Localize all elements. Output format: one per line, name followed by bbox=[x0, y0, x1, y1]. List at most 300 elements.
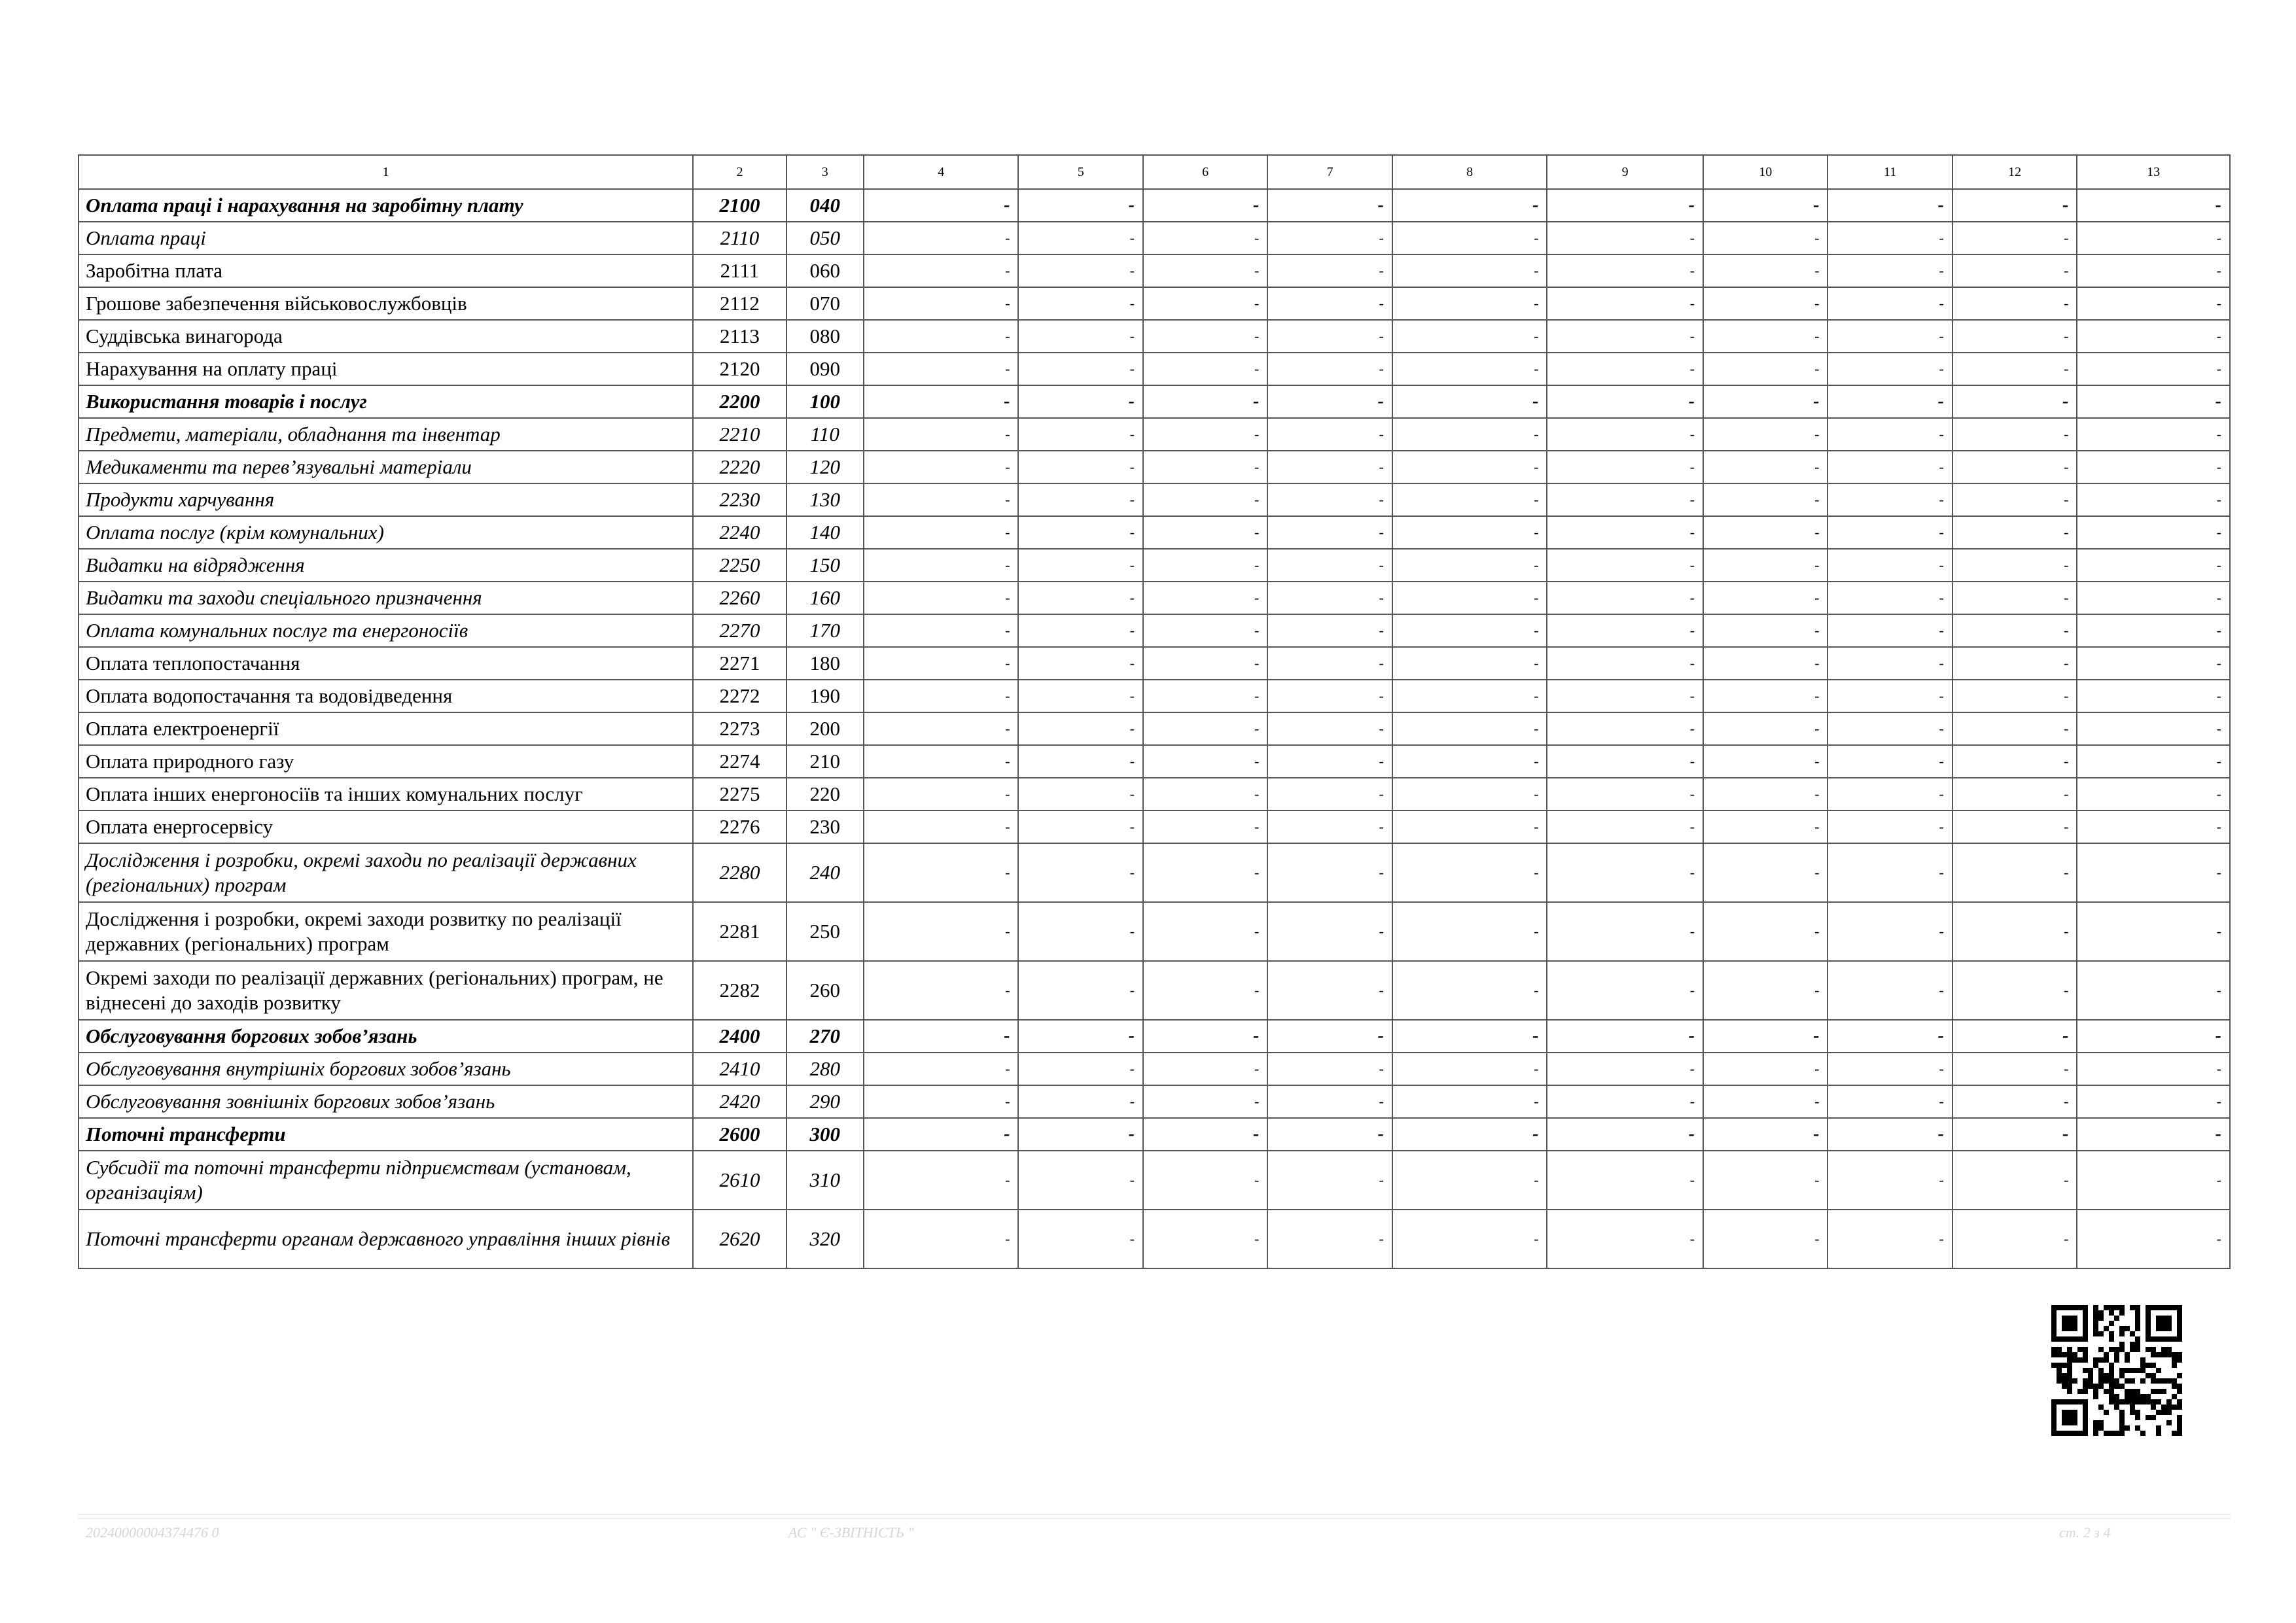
kekv-code: 2410 bbox=[693, 1053, 786, 1085]
value-cell: - bbox=[2077, 287, 2230, 320]
value-cell: - bbox=[1392, 549, 1547, 582]
table-row bbox=[79, 1020, 2230, 1053]
value-cell: - bbox=[1952, 320, 2077, 353]
line-code: 090 bbox=[786, 353, 864, 385]
line-code: 140 bbox=[786, 516, 864, 549]
row-name: Обслуговування внутрішніх боргових зобов’язань bbox=[79, 1053, 693, 1085]
value-cell: - bbox=[1828, 582, 1952, 614]
value-cell: - bbox=[1952, 745, 2077, 778]
value-cell: - bbox=[1703, 647, 1828, 680]
kekv-code: 2600 bbox=[693, 1118, 786, 1151]
value-cell: - bbox=[1267, 1210, 1392, 1268]
value-cell: - bbox=[1143, 843, 1267, 902]
value-cell: - bbox=[1392, 1053, 1547, 1085]
value-cell: - bbox=[1703, 320, 1828, 353]
kekv-code: 2270 bbox=[693, 614, 786, 647]
line-code: 180 bbox=[786, 647, 864, 680]
value-cell: - bbox=[864, 902, 1019, 961]
line-code: 040 bbox=[786, 189, 864, 222]
value-cell: - bbox=[1018, 189, 1142, 222]
value-cell: - bbox=[1703, 254, 1828, 287]
value-cell: - bbox=[1952, 353, 2077, 385]
column-number-header: 12 bbox=[1952, 155, 2077, 189]
value-cell: - bbox=[1952, 647, 2077, 680]
value-cell: - bbox=[1267, 287, 1392, 320]
kekv-code: 2280 bbox=[693, 843, 786, 902]
value-cell: - bbox=[1703, 712, 1828, 745]
table-row bbox=[79, 961, 2230, 1020]
value-cell: - bbox=[1392, 320, 1547, 353]
value-cell: - bbox=[1703, 811, 1828, 843]
value-cell: - bbox=[1267, 549, 1392, 582]
value-cell: - bbox=[1018, 647, 1142, 680]
value-cell: - bbox=[1703, 189, 1828, 222]
value-cell: - bbox=[1392, 516, 1547, 549]
value-cell: - bbox=[1828, 614, 1952, 647]
value-cell: - bbox=[1547, 712, 1703, 745]
value-cell: - bbox=[1143, 1020, 1267, 1053]
value-cell: - bbox=[1143, 254, 1267, 287]
value-cell: - bbox=[864, 582, 1019, 614]
value-cell: - bbox=[1547, 843, 1703, 902]
value-cell: - bbox=[1828, 1151, 1952, 1210]
value-cell: - bbox=[1267, 1020, 1392, 1053]
value-cell: - bbox=[1392, 582, 1547, 614]
value-cell: - bbox=[1267, 254, 1392, 287]
value-cell: - bbox=[1828, 745, 1952, 778]
kekv-code: 2272 bbox=[693, 680, 786, 712]
line-code: 270 bbox=[786, 1020, 864, 1053]
table-row bbox=[79, 418, 2230, 451]
value-cell: - bbox=[1952, 843, 2077, 902]
value-cell: - bbox=[864, 1151, 1019, 1210]
line-code: 160 bbox=[786, 582, 864, 614]
value-cell: - bbox=[1267, 1053, 1392, 1085]
value-cell: - bbox=[864, 1020, 1019, 1053]
page-number: ст. 2 з 4 bbox=[2059, 1524, 2111, 1541]
line-code: 310 bbox=[786, 1151, 864, 1210]
row-name: Оплата праці і нарахування на заробітну плату bbox=[79, 189, 693, 222]
value-cell: - bbox=[1952, 1118, 2077, 1151]
value-cell: - bbox=[1952, 451, 2077, 483]
value-cell: - bbox=[864, 745, 1019, 778]
qr-code bbox=[2051, 1305, 2182, 1436]
kekv-code: 2230 bbox=[693, 483, 786, 516]
value-cell: - bbox=[1703, 1085, 1828, 1118]
value-cell: - bbox=[864, 778, 1019, 811]
value-cell: - bbox=[1143, 745, 1267, 778]
value-cell: - bbox=[864, 483, 1019, 516]
value-cell: - bbox=[1392, 1210, 1547, 1268]
table-row bbox=[79, 778, 2230, 811]
column-number-header: 3 bbox=[786, 155, 864, 189]
value-cell: - bbox=[1392, 1085, 1547, 1118]
value-cell: - bbox=[1392, 961, 1547, 1020]
value-cell: - bbox=[1703, 745, 1828, 778]
table-row bbox=[79, 451, 2230, 483]
value-cell: - bbox=[864, 516, 1019, 549]
value-cell: - bbox=[864, 189, 1019, 222]
value-cell: - bbox=[864, 712, 1019, 745]
value-cell: - bbox=[1267, 222, 1392, 254]
row-name: Обслуговування боргових зобов’язань bbox=[79, 1020, 693, 1053]
value-cell: - bbox=[2077, 614, 2230, 647]
kekv-code: 2240 bbox=[693, 516, 786, 549]
kekv-code: 2610 bbox=[693, 1151, 786, 1210]
value-cell: - bbox=[1018, 680, 1142, 712]
value-cell: - bbox=[2077, 843, 2230, 902]
value-cell: - bbox=[2077, 222, 2230, 254]
value-cell: - bbox=[1547, 320, 1703, 353]
value-cell: - bbox=[1703, 1118, 1828, 1151]
value-cell: - bbox=[1547, 189, 1703, 222]
value-cell: - bbox=[1952, 516, 2077, 549]
kekv-code: 2276 bbox=[693, 811, 786, 843]
value-cell: - bbox=[1392, 843, 1547, 902]
row-name: Окремі заходи по реалізації державних (регіональних) програм, не віднесені до заходів розвитку bbox=[79, 961, 693, 1020]
kekv-code: 2100 bbox=[693, 189, 786, 222]
value-cell: - bbox=[2077, 516, 2230, 549]
value-cell: - bbox=[1703, 516, 1828, 549]
value-cell: - bbox=[1018, 451, 1142, 483]
value-cell: - bbox=[1952, 483, 2077, 516]
table-row bbox=[79, 353, 2230, 385]
value-cell: - bbox=[1392, 811, 1547, 843]
value-cell: - bbox=[1828, 287, 1952, 320]
value-cell: - bbox=[1018, 385, 1142, 418]
value-cell: - bbox=[1018, 1053, 1142, 1085]
value-cell: - bbox=[1828, 385, 1952, 418]
value-cell: - bbox=[2077, 811, 2230, 843]
value-cell: - bbox=[1828, 1053, 1952, 1085]
value-cell: - bbox=[1143, 582, 1267, 614]
value-cell: - bbox=[2077, 647, 2230, 680]
value-cell: - bbox=[864, 451, 1019, 483]
value-cell: - bbox=[1143, 647, 1267, 680]
table-row bbox=[79, 811, 2230, 843]
value-cell: - bbox=[1703, 902, 1828, 961]
table-row bbox=[79, 582, 2230, 614]
table-row bbox=[79, 902, 2230, 961]
value-cell: - bbox=[1828, 320, 1952, 353]
value-cell: - bbox=[1267, 712, 1392, 745]
value-cell: - bbox=[1703, 1053, 1828, 1085]
value-cell: - bbox=[1828, 961, 1952, 1020]
table-row bbox=[79, 549, 2230, 582]
value-cell: - bbox=[1547, 1210, 1703, 1268]
value-cell: - bbox=[1547, 680, 1703, 712]
value-cell: - bbox=[1267, 582, 1392, 614]
system-name: АС " Є-ЗВІТНІСТЬ " bbox=[788, 1524, 914, 1541]
line-code: 300 bbox=[786, 1118, 864, 1151]
value-cell: - bbox=[1828, 549, 1952, 582]
row-name: Оплата електроенергії bbox=[79, 712, 693, 745]
value-cell: - bbox=[1267, 647, 1392, 680]
value-cell: - bbox=[1703, 1210, 1828, 1268]
value-cell: - bbox=[2077, 418, 2230, 451]
table-row bbox=[79, 1210, 2230, 1268]
table-row bbox=[79, 712, 2230, 745]
line-code: 200 bbox=[786, 712, 864, 745]
value-cell: - bbox=[1547, 647, 1703, 680]
value-cell: - bbox=[1547, 902, 1703, 961]
footer-divider bbox=[78, 1514, 2231, 1515]
value-cell: - bbox=[2077, 1210, 2230, 1268]
row-name: Використання товарів і послуг bbox=[79, 385, 693, 418]
kekv-code: 2281 bbox=[693, 902, 786, 961]
value-cell: - bbox=[864, 1118, 1019, 1151]
value-cell: - bbox=[1828, 516, 1952, 549]
value-cell: - bbox=[1018, 778, 1142, 811]
row-name: Оплата теплопостачання bbox=[79, 647, 693, 680]
value-cell: - bbox=[1143, 189, 1267, 222]
value-cell: - bbox=[1952, 287, 2077, 320]
value-cell: - bbox=[1547, 961, 1703, 1020]
value-cell: - bbox=[1952, 549, 2077, 582]
value-cell: - bbox=[864, 222, 1019, 254]
value-cell: - bbox=[1143, 287, 1267, 320]
value-cell: - bbox=[1018, 582, 1142, 614]
table-row bbox=[79, 614, 2230, 647]
column-number-header: 4 bbox=[864, 155, 1019, 189]
value-cell: - bbox=[1143, 778, 1267, 811]
value-cell: - bbox=[1143, 811, 1267, 843]
line-code: 170 bbox=[786, 614, 864, 647]
value-cell: - bbox=[1392, 1151, 1547, 1210]
value-cell: - bbox=[1703, 451, 1828, 483]
line-code: 230 bbox=[786, 811, 864, 843]
line-code: 110 bbox=[786, 418, 864, 451]
value-cell: - bbox=[1952, 1151, 2077, 1210]
value-cell: - bbox=[1392, 287, 1547, 320]
kekv-code: 2271 bbox=[693, 647, 786, 680]
value-cell: - bbox=[1392, 745, 1547, 778]
value-cell: - bbox=[1703, 287, 1828, 320]
value-cell: - bbox=[1952, 1085, 2077, 1118]
value-cell: - bbox=[1143, 418, 1267, 451]
value-cell: - bbox=[1703, 418, 1828, 451]
value-cell: - bbox=[2077, 1151, 2230, 1210]
value-cell: - bbox=[2077, 320, 2230, 353]
row-name: Дослідження і розробки, окремі заходи розвитку по реалізації державних (регіональних) програм bbox=[79, 902, 693, 961]
value-cell: - bbox=[1547, 353, 1703, 385]
value-cell: - bbox=[1392, 254, 1547, 287]
value-cell: - bbox=[1143, 680, 1267, 712]
line-code: 100 bbox=[786, 385, 864, 418]
value-cell: - bbox=[1143, 483, 1267, 516]
column-number-header: 10 bbox=[1703, 155, 1828, 189]
value-cell: - bbox=[1143, 549, 1267, 582]
value-cell: - bbox=[1018, 712, 1142, 745]
row-name: Предмети, матеріали, обладнання та інвентар bbox=[79, 418, 693, 451]
value-cell: - bbox=[1828, 1210, 1952, 1268]
value-cell: - bbox=[1143, 353, 1267, 385]
row-name: Оплата інших енергоносіїв та інших комунальних послуг bbox=[79, 778, 693, 811]
value-cell: - bbox=[1143, 902, 1267, 961]
value-cell: - bbox=[1828, 680, 1952, 712]
value-cell: - bbox=[1018, 320, 1142, 353]
value-cell: - bbox=[1703, 680, 1828, 712]
column-number-header: 6 bbox=[1143, 155, 1267, 189]
value-cell: - bbox=[1828, 483, 1952, 516]
value-cell: - bbox=[1547, 1151, 1703, 1210]
value-cell: - bbox=[1952, 385, 2077, 418]
value-cell: - bbox=[1547, 614, 1703, 647]
kekv-code: 2220 bbox=[693, 451, 786, 483]
table-row bbox=[79, 1118, 2230, 1151]
row-name: Медикаменти та перев’язувальні матеріали bbox=[79, 451, 693, 483]
value-cell: - bbox=[1143, 1053, 1267, 1085]
value-cell: - bbox=[864, 353, 1019, 385]
value-cell: - bbox=[1018, 902, 1142, 961]
value-cell: - bbox=[1143, 451, 1267, 483]
table-row bbox=[79, 483, 2230, 516]
value-cell: - bbox=[1018, 549, 1142, 582]
value-cell: - bbox=[1952, 222, 2077, 254]
value-cell: - bbox=[1547, 549, 1703, 582]
value-cell: - bbox=[2077, 1020, 2230, 1053]
value-cell: - bbox=[1267, 614, 1392, 647]
value-cell: - bbox=[1547, 1053, 1703, 1085]
value-cell: - bbox=[1828, 222, 1952, 254]
value-cell: - bbox=[1392, 418, 1547, 451]
value-cell: - bbox=[1952, 778, 2077, 811]
value-cell: - bbox=[1018, 1210, 1142, 1268]
line-code: 120 bbox=[786, 451, 864, 483]
value-cell: - bbox=[1392, 680, 1547, 712]
value-cell: - bbox=[1143, 961, 1267, 1020]
value-cell: - bbox=[1828, 811, 1952, 843]
column-number-header: 7 bbox=[1267, 155, 1392, 189]
line-code: 070 bbox=[786, 287, 864, 320]
row-name: Видатки на відрядження bbox=[79, 549, 693, 582]
line-code: 260 bbox=[786, 961, 864, 1020]
kekv-code: 2120 bbox=[693, 353, 786, 385]
value-cell: - bbox=[1703, 549, 1828, 582]
row-name: Грошове забезпечення військовослужбовців bbox=[79, 287, 693, 320]
value-cell: - bbox=[864, 254, 1019, 287]
value-cell: - bbox=[1547, 418, 1703, 451]
value-cell: - bbox=[1952, 582, 2077, 614]
value-cell: - bbox=[1267, 189, 1392, 222]
value-cell: - bbox=[1392, 385, 1547, 418]
value-cell: - bbox=[864, 418, 1019, 451]
line-code: 320 bbox=[786, 1210, 864, 1268]
value-cell: - bbox=[1143, 1085, 1267, 1118]
value-cell: - bbox=[1267, 385, 1392, 418]
kekv-code: 2250 bbox=[693, 549, 786, 582]
kekv-code: 2112 bbox=[693, 287, 786, 320]
line-code: 240 bbox=[786, 843, 864, 902]
value-cell: - bbox=[864, 614, 1019, 647]
value-cell: - bbox=[1267, 353, 1392, 385]
value-cell: - bbox=[1547, 811, 1703, 843]
kekv-code: 2210 bbox=[693, 418, 786, 451]
value-cell: - bbox=[1018, 614, 1142, 647]
value-cell: - bbox=[1547, 483, 1703, 516]
column-number-header: 11 bbox=[1828, 155, 1952, 189]
value-cell: - bbox=[1952, 254, 2077, 287]
value-cell: - bbox=[1828, 1020, 1952, 1053]
value-cell: - bbox=[1547, 1118, 1703, 1151]
value-cell: - bbox=[1828, 254, 1952, 287]
value-cell: - bbox=[1018, 961, 1142, 1020]
value-cell: - bbox=[1952, 1020, 2077, 1053]
value-cell: - bbox=[1267, 745, 1392, 778]
value-cell: - bbox=[1267, 1151, 1392, 1210]
value-cell: - bbox=[1267, 902, 1392, 961]
value-cell: - bbox=[1547, 516, 1703, 549]
value-cell: - bbox=[1018, 254, 1142, 287]
value-cell: - bbox=[2077, 1053, 2230, 1085]
value-cell: - bbox=[2077, 451, 2230, 483]
value-cell: - bbox=[1547, 222, 1703, 254]
value-cell: - bbox=[1267, 961, 1392, 1020]
table-row bbox=[79, 320, 2230, 353]
line-code: 290 bbox=[786, 1085, 864, 1118]
value-cell: - bbox=[1952, 1053, 2077, 1085]
row-name: Оплата послуг (крім комунальних) bbox=[79, 516, 693, 549]
line-code: 280 bbox=[786, 1053, 864, 1085]
value-cell: - bbox=[1392, 353, 1547, 385]
line-code: 220 bbox=[786, 778, 864, 811]
value-cell: - bbox=[1392, 483, 1547, 516]
value-cell: - bbox=[1143, 385, 1267, 418]
value-cell: - bbox=[1267, 516, 1392, 549]
value-cell: - bbox=[1703, 353, 1828, 385]
value-cell: - bbox=[1703, 961, 1828, 1020]
value-cell: - bbox=[864, 549, 1019, 582]
value-cell: - bbox=[1267, 811, 1392, 843]
value-cell: - bbox=[1143, 320, 1267, 353]
table-row bbox=[79, 745, 2230, 778]
line-code: 150 bbox=[786, 549, 864, 582]
value-cell: - bbox=[1267, 418, 1392, 451]
value-cell: - bbox=[2077, 385, 2230, 418]
value-cell: - bbox=[1392, 222, 1547, 254]
value-cell: - bbox=[2077, 778, 2230, 811]
value-cell: - bbox=[1828, 778, 1952, 811]
value-cell: - bbox=[1392, 778, 1547, 811]
value-cell: - bbox=[2077, 254, 2230, 287]
value-cell: - bbox=[2077, 1118, 2230, 1151]
value-cell: - bbox=[1392, 1118, 1547, 1151]
value-cell: - bbox=[1267, 843, 1392, 902]
row-name: Продукти харчування bbox=[79, 483, 693, 516]
value-cell: - bbox=[2077, 1085, 2230, 1118]
table-row bbox=[79, 287, 2230, 320]
value-cell: - bbox=[1018, 1020, 1142, 1053]
value-cell: - bbox=[1547, 254, 1703, 287]
row-name: Заробітна плата bbox=[79, 254, 693, 287]
value-cell: - bbox=[1828, 843, 1952, 902]
value-cell: - bbox=[1018, 483, 1142, 516]
value-cell: - bbox=[1952, 811, 2077, 843]
table-row bbox=[79, 222, 2230, 254]
value-cell: - bbox=[1018, 1151, 1142, 1210]
column-number-header: 5 bbox=[1018, 155, 1142, 189]
kekv-code: 2113 bbox=[693, 320, 786, 353]
value-cell: - bbox=[1828, 353, 1952, 385]
row-name: Поточні трансферти органам державного управління інших рівнів bbox=[79, 1210, 693, 1268]
value-cell: - bbox=[1143, 516, 1267, 549]
kekv-code: 2110 bbox=[693, 222, 786, 254]
value-cell: - bbox=[864, 1085, 1019, 1118]
value-cell: - bbox=[2077, 902, 2230, 961]
value-cell: - bbox=[1703, 778, 1828, 811]
value-cell: - bbox=[1547, 778, 1703, 811]
kekv-code: 2282 bbox=[693, 961, 786, 1020]
